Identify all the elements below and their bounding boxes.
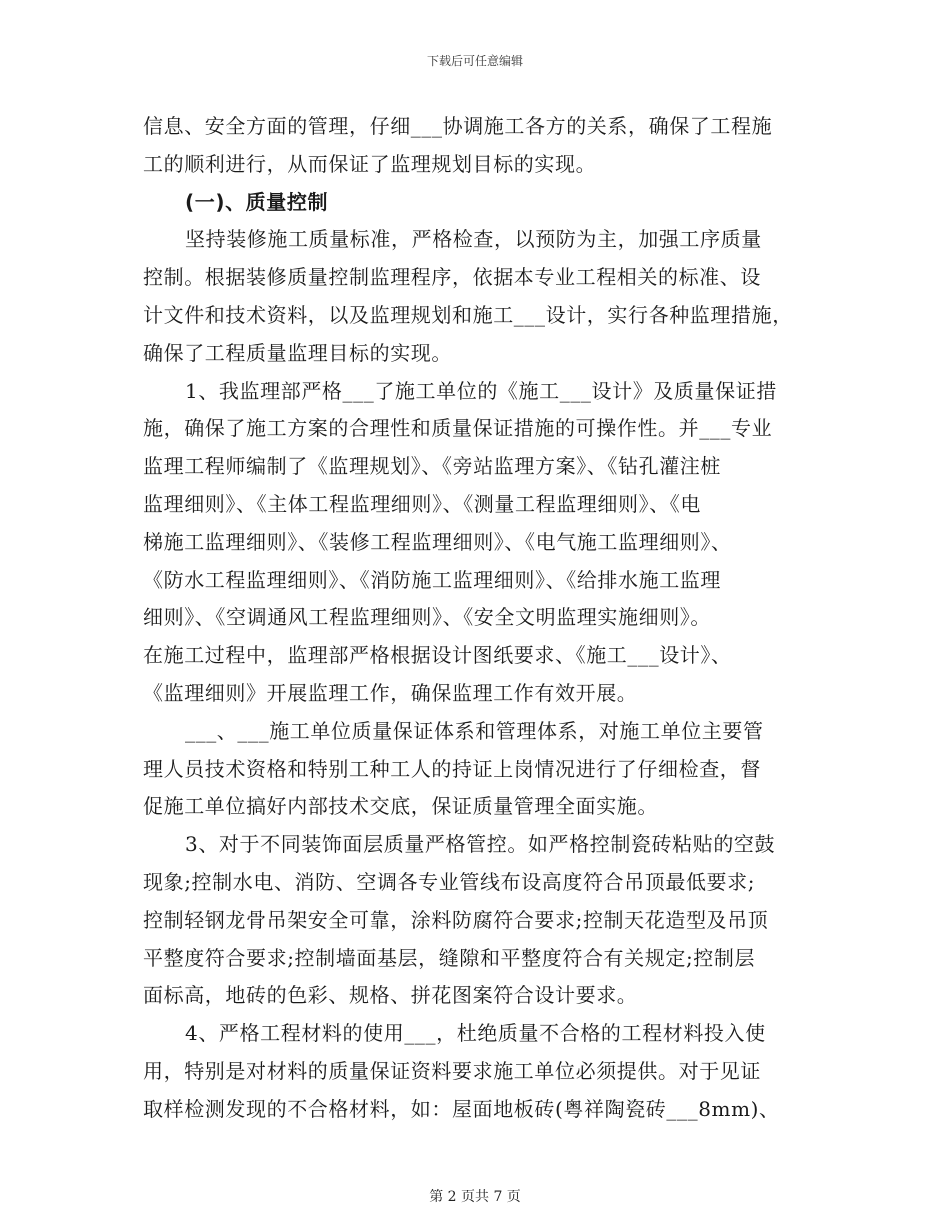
- text-line: 取样检测发现的不合格材料，如：屋面地板砖(粤祥陶瓷砖___8mm)、: [143, 1096, 780, 1121]
- text-line: 监理工程师编制了《监理规划》、《旁站监理方案》、《钻孔灌注桩: [143, 454, 721, 479]
- text-line: 《防水工程监理细则》、《消防施工监理细则》、《给排水施工监理: [143, 567, 721, 592]
- text-line: 工的顺利进行，从而保证了监理规划目标的实现。: [143, 151, 597, 176]
- page-header: 下载后可任意编辑: [426, 54, 523, 68]
- text-line: 施，确保了施工方案的合理性和质量保证措施的可操作性。并___专业: [143, 416, 773, 441]
- text-line: 1、我监理部严格___了施工单位的《施工___设计》及质量保证措: [185, 378, 777, 403]
- text-line: 3、对于不同装饰面层质量严格管控。如严格控制瓷砖粘贴的空鼓: [185, 832, 776, 857]
- text-line: 梯施工监理细则》、《装修工程监理细则》、《电气施工监理细则》、: [143, 529, 732, 554]
- text-line: 面标高，地砖的色彩、规格、拼花图案符合设计要求。: [143, 983, 638, 1008]
- text-line: 信息、安全方面的管理，仔细___协调施工各方的关系，确保了工程施: [143, 114, 773, 138]
- text-line: 控制。根据装修质量控制监理程序，依据本专业工程相关的标准、设: [143, 265, 761, 290]
- text-line: 在施工过程中，监理部严格根据设计图纸要求、《施工___设计》、: [143, 643, 732, 668]
- text-line: 控制轻钢龙骨吊架安全可靠，涂料防腐符合要求;控制天花造型及吊顶: [143, 907, 769, 932]
- document-body: [143, 108, 815, 1129]
- text-line: 《监理细则》开展监理工作，确保监理工作有效开展。: [143, 680, 638, 705]
- text-line: ___、___施工单位质量保证体系和管理体系，对施工单位主要管: [185, 718, 764, 743]
- text-line: 坚持装修施工质量标准，严格检查，以预防为主，加强工序质量: [185, 227, 762, 252]
- text-line: 促施工单位搞好内部技术交底，保证质量管理全面实施。: [143, 794, 658, 819]
- page-footer: 第 2 页共 7 页: [429, 1189, 521, 1205]
- section-heading: (一)、质量控制: [185, 189, 329, 214]
- text-line: 监理细则》、《主体工程监理细则》、《测量工程监理细则》、《电: [143, 491, 701, 516]
- text-line: 计文件和技术资料，以及监理规划和施工___设计，实行各种监理措施，: [143, 302, 793, 327]
- text-line: 理人员技术资格和特别工种工人的持证上岗情况进行了仔细检查，督: [143, 756, 761, 781]
- text-line: 4、严格工程材料的使用___，杜绝质量不合格的工程材料投入使: [185, 1021, 766, 1046]
- text-line: 确保了工程质量监理目标的实现。: [143, 340, 452, 365]
- text-line: 细则》、《空调通风工程监理细则》、《安全文明监理实施细则》。: [143, 605, 711, 630]
- text-line: 现象;控制水电、消防、空调各专业管线布设高度符合吊顶最低要求;: [143, 869, 756, 894]
- text-line: 平整度符合要求;控制墙面基层，缝隙和平整度符合有关规定;控制层: [143, 945, 756, 970]
- text-line: 用，特别是对材料的质量保证资料要求施工单位必须提供。对于见证: [143, 1058, 761, 1083]
